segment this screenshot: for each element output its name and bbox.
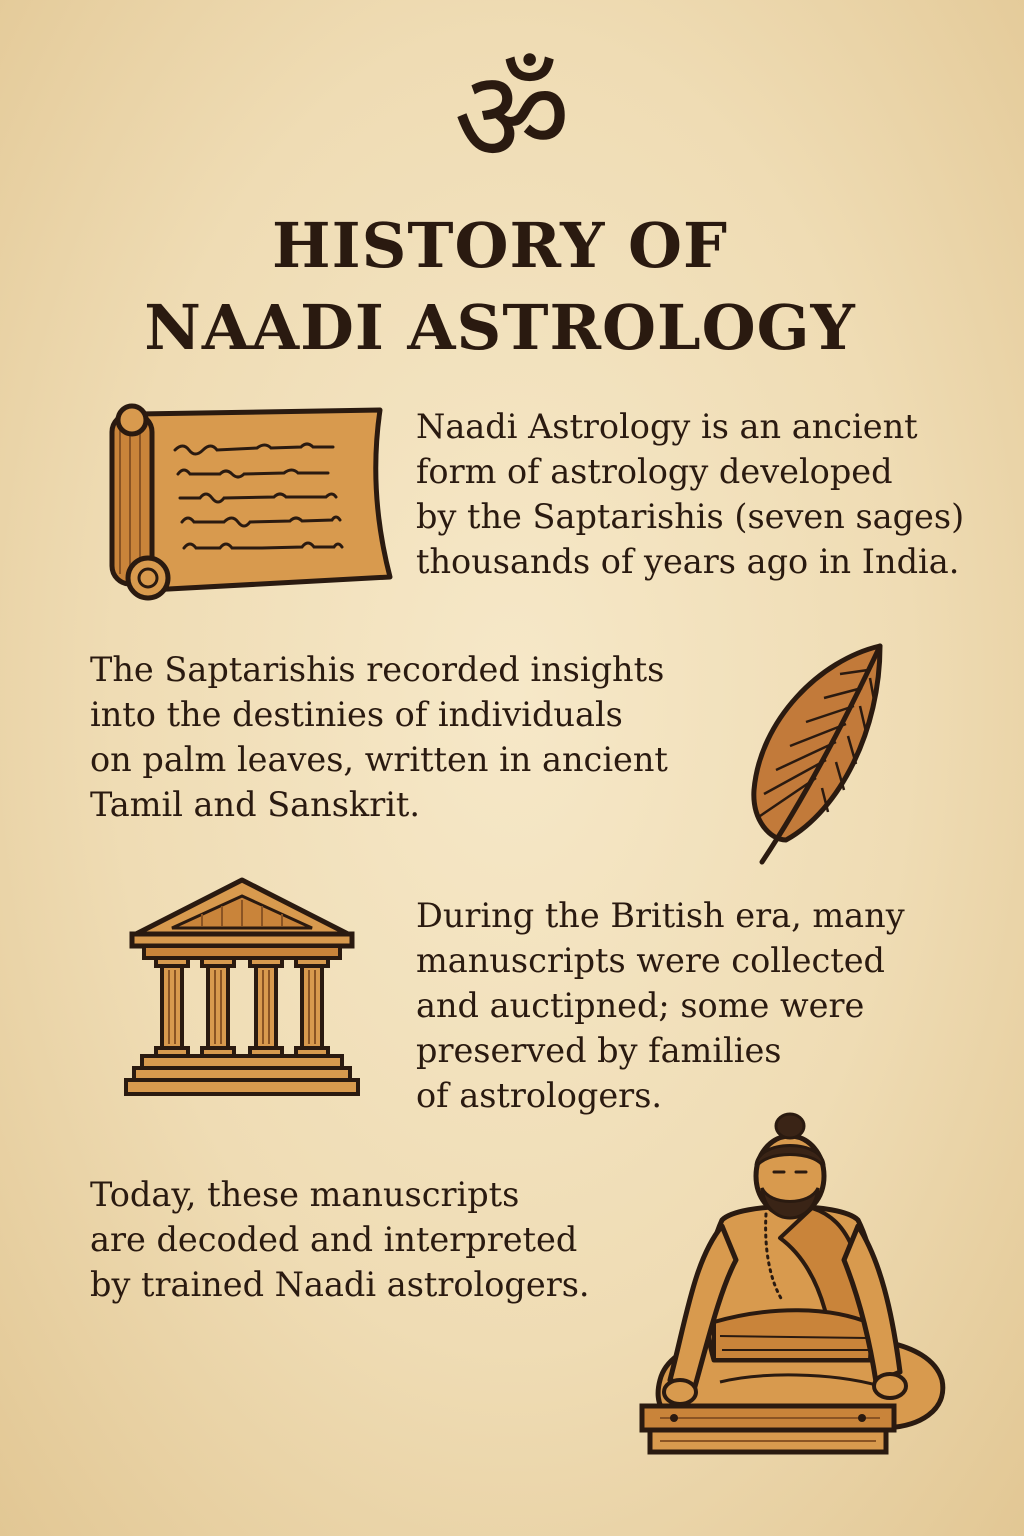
section-1-line-2: form of astrology developed	[416, 452, 893, 491]
section-4-text	[90, 1172, 590, 1307]
section-2-line-2: into the destinies of individuals	[90, 695, 623, 734]
section-1-line-3: by the Saptarishis (seven sages)	[416, 497, 965, 536]
section-3-line-2: manuscripts were collected	[416, 941, 885, 980]
section-2-line-1: The Saptarishis recorded insights	[90, 650, 665, 689]
section-2-line-3: on palm leaves, written in ancient	[90, 740, 668, 779]
om-symbol-icon: ॐ	[453, 43, 571, 192]
section-3-line-1: During the British era, many	[416, 896, 905, 935]
section-3-line-3: and auctipned; some were	[416, 986, 865, 1025]
section-1-line-1: Naadi Astrology is an ancient	[416, 407, 918, 446]
section-3-line-4: preserved by families	[416, 1031, 782, 1070]
title-line-2: NAADI ASTROLOGY	[144, 291, 856, 364]
section-1-text	[416, 404, 964, 584]
sage-icon	[630, 1110, 960, 1470]
page-title	[0, 205, 1000, 369]
section-3-text	[416, 893, 905, 1118]
temple-icon	[122, 876, 362, 1108]
section-2-text	[90, 647, 668, 827]
feather-icon	[740, 640, 890, 868]
section-4-line-2: are decoded and interpreted	[90, 1220, 578, 1259]
title-line-1: HISTORY OF	[272, 209, 728, 282]
section-3-line-5: of astrologers.	[416, 1076, 663, 1115]
section-4-line-1: Today, these manuscripts	[90, 1175, 520, 1214]
scroll-icon	[100, 402, 395, 602]
section-1-line-4: thousands of years ago in India.	[416, 542, 960, 581]
section-4-line-3: by trained Naadi astrologers.	[90, 1265, 590, 1304]
section-2-line-4: Tamil and Sanskrit.	[90, 785, 421, 824]
